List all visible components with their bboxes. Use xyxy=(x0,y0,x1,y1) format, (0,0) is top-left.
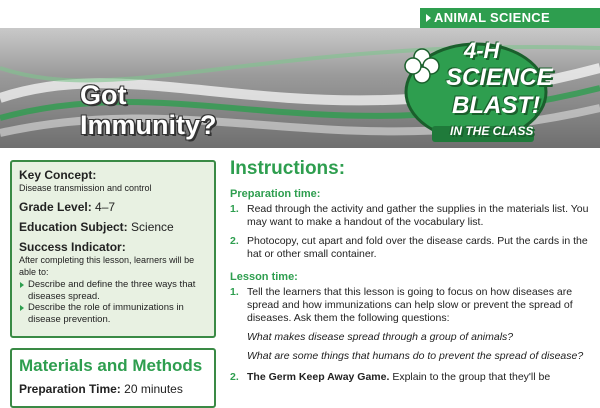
top-bar xyxy=(0,0,600,28)
science-blast-logo xyxy=(398,36,553,144)
grade-label: Grade Level: xyxy=(19,200,92,214)
item-text: Read through the activity and gather the supplies in the materials list. You may want to make a handout of the vocabulary list. xyxy=(247,203,589,228)
subject-value: Science xyxy=(131,220,174,234)
key-concept-label: Key Concept: xyxy=(19,168,97,182)
item-number: 1. xyxy=(230,203,239,215)
question-1: What makes disease spread through a group of animals? xyxy=(247,331,514,343)
preparation-time-row xyxy=(19,382,207,396)
list-item xyxy=(230,371,592,384)
page-title-line1: Got xyxy=(80,80,127,110)
list-item xyxy=(230,203,592,229)
logo-in-the-class-text: IN THE CLASS xyxy=(450,124,534,138)
logo-blast-text: BLAST! xyxy=(452,92,540,119)
subject-label: Education Subject: xyxy=(19,220,128,234)
question-2: What are some things that humans do to prevent the spread of disease? xyxy=(247,350,584,362)
instructions-heading: Instructions: xyxy=(230,158,346,179)
success-indicator-list xyxy=(19,279,207,325)
item-text: Explain to the group that they'll be xyxy=(389,371,551,383)
instructions-section xyxy=(230,158,592,384)
item-number: 2. xyxy=(230,235,239,247)
success-indicator-label: Success Indicator: xyxy=(19,240,126,254)
item-text: Tell the learners that this lesson is going to focus on how diseases are spread and how immunizations can help slow or prevent the spread of diseases. Ask them the following questions: xyxy=(247,286,573,324)
key-concept-value: Disease transmission and control xyxy=(19,183,152,193)
success-indicator-intro: After completing this lesson, learners will be able to: xyxy=(19,255,195,277)
game-title: The Germ Keep Away Game. xyxy=(247,371,390,383)
category-label: ANIMAL SCIENCE xyxy=(434,10,550,25)
prep-time-value: 20 minutes xyxy=(124,382,183,396)
item-number: 2. xyxy=(230,371,239,383)
page-title-line2: Immunity? xyxy=(80,110,217,140)
list-item xyxy=(230,286,592,325)
item-number: 1. xyxy=(230,286,239,298)
triangle-bullet-icon xyxy=(426,14,431,22)
logo-4h-text: 4-H xyxy=(464,38,500,63)
list-item: Describe the role of immunizations in disease prevention. xyxy=(19,302,207,325)
grade-value: 4–7 xyxy=(95,200,116,214)
list-item: Describe and define the three ways that diseases spread. xyxy=(19,279,207,302)
list-item xyxy=(230,235,592,261)
lesson-info-box xyxy=(10,160,216,338)
logo-science-text: SCIENCE xyxy=(446,64,553,91)
preparation-time-heading: Preparation time: xyxy=(230,188,321,200)
lesson-time-heading: Lesson time: xyxy=(230,271,298,283)
grade-level xyxy=(19,200,207,214)
materials-methods-box xyxy=(10,348,216,408)
education-subject xyxy=(19,220,207,234)
prep-time-label: Preparation Time: xyxy=(19,382,121,396)
item-text: Photocopy, cut apart and fold over the disease cards. Put the cards in the hat or other small container. xyxy=(247,235,588,260)
title-banner xyxy=(0,28,600,148)
materials-heading: Materials and Methods xyxy=(19,356,203,375)
